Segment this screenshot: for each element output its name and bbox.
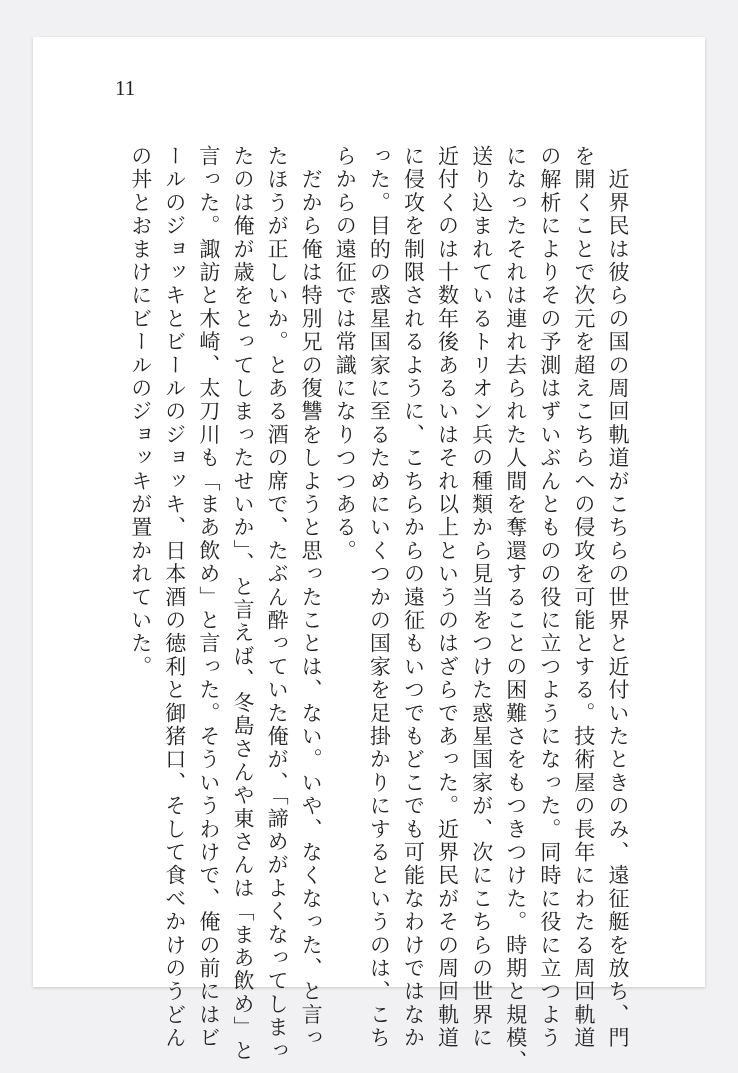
- text-line: ールのジョッキとビールのジョッキ、日本酒の徳利と御猪口、そして食べかけのうどん: [162, 145, 187, 1050]
- text-line: 言った。諏訪と木崎、太刀川も「まあ飲め」と言った。そういうわけで、俺の前にはビ: [196, 145, 221, 1050]
- text-line: 送り込まれているトリオン兵の種類から見当をつけた惑星国家が、次にこちらの世界に: [469, 145, 494, 1050]
- text-line: を開くことで次元を超えこちらへの侵攻を可能とする。技術屋の長年にわたる周回軌道: [571, 145, 596, 1050]
- text-line: に侵攻を制限されるように、こちらからの遠征もいつでもどこでも可能なわけではなか: [401, 145, 426, 1050]
- text-line: の丼とおまけにビールのジョッキが置かれていた。: [128, 145, 153, 679]
- page-number: 11: [115, 76, 136, 100]
- book-page: [33, 37, 705, 1073]
- vertical-text-body: [124, 145, 635, 1073]
- text-line: たほうが正しいか。とある酒の席で、たぶん酔っていた俺が、「諦めがよくなってしまっ: [265, 145, 290, 1063]
- text-line: の解析によりその予測はずいぶんとものの役に立つようになった。同時に役に立つよう: [537, 145, 562, 1050]
- text-line: になったそれは連れ去られた人間を奪還することの困難さをもつきつけた。時期と規模、: [503, 145, 528, 1073]
- text-line: だから俺は特別兄の復讐をしようと思ったことは、ない。いや、なくなった、と言っ: [299, 145, 324, 1050]
- text-line: らからの遠征では常識になりつつある。: [333, 145, 358, 563]
- text-line: った。目的の惑星国家に至るためにいくつかの国家を足掛かりにするというのは、こち: [367, 145, 392, 1050]
- text-line: 近付くのは十数年後あるいはそれ以上というのはざらであった。近界民がその周回軌道: [435, 145, 460, 1050]
- text-line: たのは俺が歳をとってしまったせいか」、と言えば、冬島さんや東さんは「まあ飲め」と: [230, 145, 255, 1063]
- text-line: 近界民は彼らの国の周回軌道がこちらの世界と近付いたときのみ、遠征艇を放ち、門: [606, 145, 630, 1050]
